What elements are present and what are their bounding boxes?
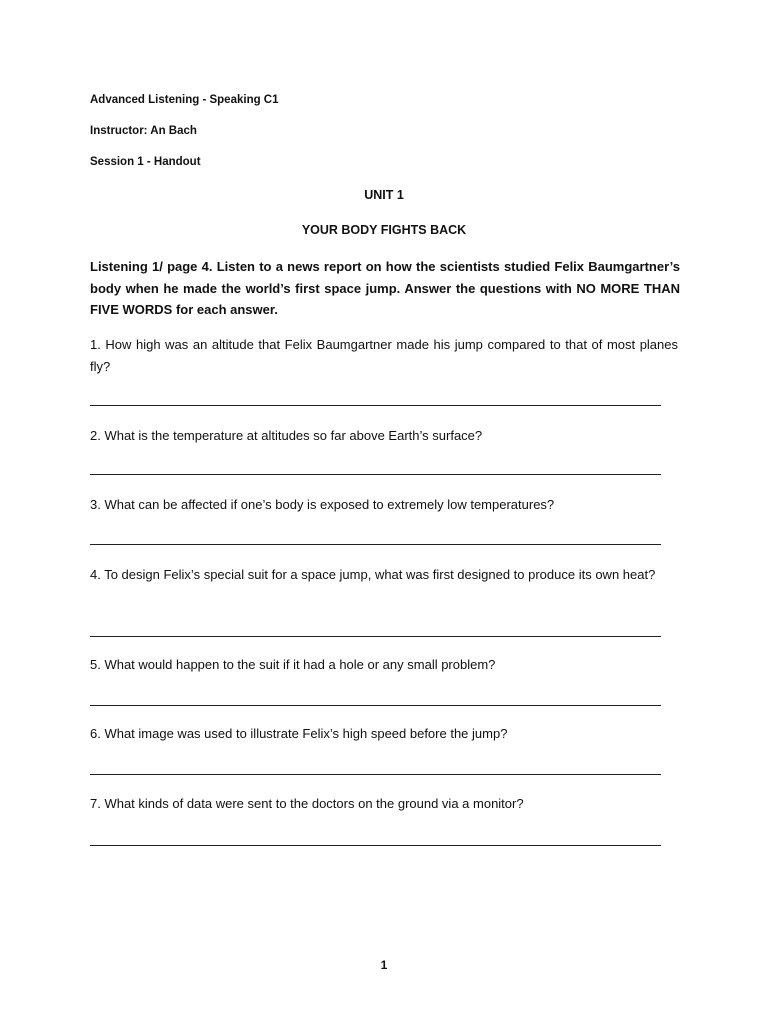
instructor-line: Instructor: An Bach <box>90 125 197 137</box>
answer-line-6 <box>90 774 661 775</box>
unit-number: UNIT 1 <box>364 188 404 202</box>
unit-title: YOUR BODY FIGHTS BACK <box>301 223 467 237</box>
question-6: 6. What image was used to illustrate Felix’s high speed before the jump? <box>90 726 508 741</box>
page-number: 1 <box>380 958 388 972</box>
answer-line-7 <box>90 845 661 846</box>
listening-instructions: Listening 1/ page 4. Listen to a news report on how the scientists studied Felix Baumgartner’s body when he made the world’s first space jump. Answer the questions with NO MORE THAN FIVE WORDS for each answer. <box>90 259 680 317</box>
answer-line-1 <box>90 405 661 406</box>
course-title: Advanced Listening - Speaking C1 <box>90 94 279 106</box>
question-5: 5. What would happen to the suit if it had a hole or any small problem? <box>90 657 496 672</box>
answer-line-4 <box>90 636 661 637</box>
question-4: 4. To design Felix’s special suit for a space jump, what was first designed to produce its own heat? <box>90 567 656 582</box>
question-1: 1. How high was an altitude that Felix Baumgartner made his jump compared to that of most planes fly? <box>90 337 678 374</box>
session-line: Session 1 - Handout <box>90 156 201 168</box>
answer-line-3 <box>90 544 661 545</box>
answer-line-2 <box>90 474 661 475</box>
question-3: 3. What can be affected if one’s body is exposed to extremely low temperatures? <box>90 497 555 512</box>
answer-line-5 <box>90 705 661 706</box>
question-7: 7. What kinds of data were sent to the doctors on the ground via a monitor? <box>90 796 524 811</box>
question-2: 2. What is the temperature at altitudes so far above Earth’s surface? <box>90 428 483 443</box>
